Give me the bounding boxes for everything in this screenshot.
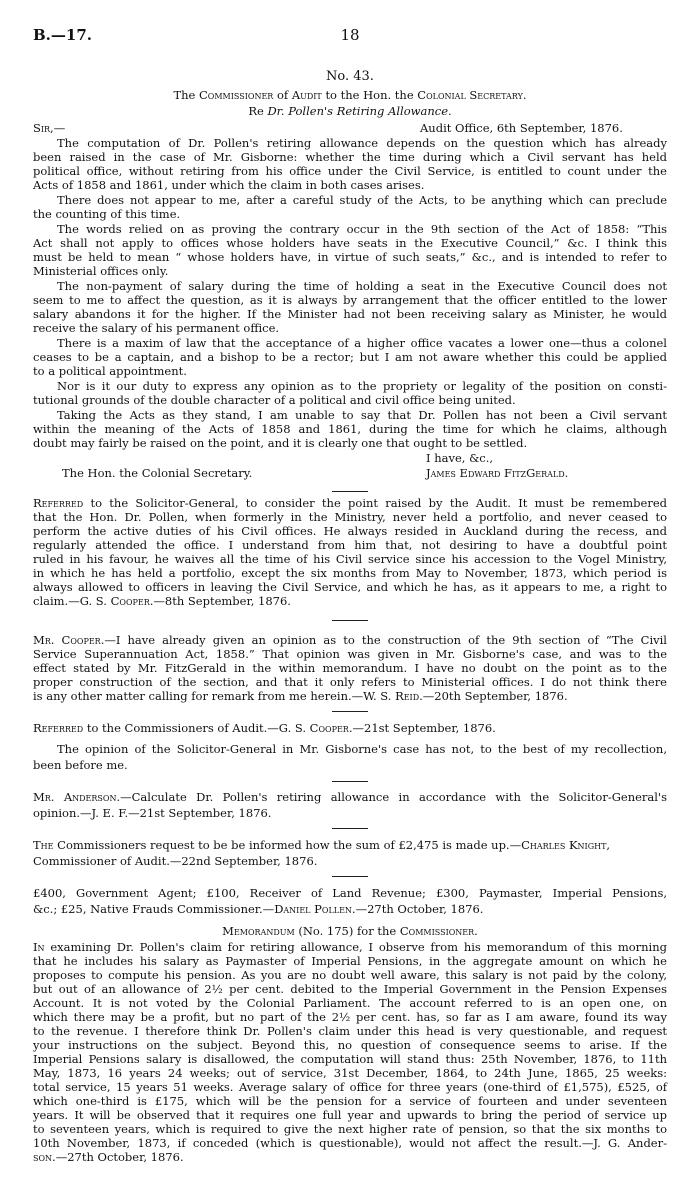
minute-line: perform the active duties of his Civil offices. He always resided in Auckland during the recess, and <box>33 524 667 538</box>
memorandum-line: your instructions on the subject. Beyond this, no question of consequence seems to arise. If the <box>33 1038 667 1052</box>
minute-line: opinion.—J. E. F.—21st September, 1876. <box>33 806 272 820</box>
letter-addressee: The Hon. the Colonial Secretary. <box>62 466 253 480</box>
letter-subject: Re Dr. Pollen's Retiring Allowance. <box>248 104 452 118</box>
letter-line: ceases to be a captain, and a bishop to be a rector; but I am not aware whether this could be applied <box>33 350 667 364</box>
minute-line: The Commissioners request to be be informed how the sum of £2,475 is made up.—Charles Knight, <box>33 838 611 852</box>
minute-line: £400, Government Agent; £100, Receiver of Land Revenue; £300, Paymaster, Imperial Pensions, <box>33 886 667 900</box>
letter-line: must be held to mean “ whose holders have, in virtue of such seats,” &c., and is intended to refer to <box>33 250 667 264</box>
letter-line: Nor is it our duty to express any opinion as to the propriety or legality of the position on consti- <box>57 379 667 393</box>
memorandum-line: 10th November, 1873, if conceded (which is questionable), would not affect the result.—J. G. Ander- <box>33 1136 667 1150</box>
section-divider <box>332 781 368 782</box>
section-divider <box>332 711 368 712</box>
minute-line: &c.; £25, Native Frauds Commissioner.—Daniel Pollen.—27th October, 1876. <box>33 902 484 916</box>
salutation: Sir,— <box>33 121 66 135</box>
letter-line: salary abandons it for the higher. If the Minister had not been receiving salary as Minister, he would <box>33 307 667 321</box>
letter-line: within the meaning of the Acts of 1858 and 1861, during the time for which he claims, although <box>33 422 667 436</box>
minute-line: Commissioner of Audit.—22nd September, 1876. <box>33 854 318 868</box>
letter-title: The Commissioner of Audit to the Hon. the Colonial Secretary. <box>173 88 527 102</box>
letter-line: been raised in the case of Mr. Gisborne: whether the time during which a Civil servant has held <box>33 150 667 164</box>
place-date: Audit Office, 6th September, 1876. <box>420 121 623 135</box>
minute-line: Referred to the Solicitor-General, to consider the point raised by the Audit. It must be remembered <box>33 496 667 510</box>
letter-line: doubt may fairly be raised on the point, and it is clearly one that ought to be settled. <box>33 436 528 450</box>
letter-line: Taking the Acts as they stand, I am unable to say that Dr. Pollen has not been a Civil servant <box>57 408 667 422</box>
memorandum-line: which one-third is £175, which will be the pension for a service of fourteen and under seventeen <box>33 1094 667 1108</box>
minute-line: regularly attended the office. I understand from him that, not desiring to have a doubtful point <box>33 538 667 552</box>
letter-line: seem to me to affect the question, as it is always by arrangement that the officer entitled to the lower <box>33 293 667 307</box>
letter-signature: James Edward FitzGerald. <box>426 466 569 480</box>
letter-number: No. 43. <box>326 69 374 84</box>
minute-line: is any other matter calling for remark from me herein.—W. S. Reid.—20th September, 1876. <box>33 689 568 703</box>
letter-line: the counting of this time. <box>33 207 181 221</box>
memorandum-line: In examining Dr. Pollen's claim for retiring allowance, I observe from his memorandum of this morning <box>33 940 667 954</box>
minute-line: claim.—G. S. Cooper.—8th September, 1876. <box>33 594 291 608</box>
letter-line: There is a maxim of law that the acceptance of a higher office vacates a lower one—thus a colonel <box>57 336 667 350</box>
memorandum-heading: Memorandum (No. 175) for the Commissioner. <box>222 924 478 938</box>
memorandum-line: to the revenue. I therefore think Dr. Pollen's claim under this head is very questionable, and request <box>33 1024 667 1038</box>
page-number: 18 <box>340 26 360 44</box>
section-divider <box>332 828 368 829</box>
memorandum-line: Imperial Pensions salary is disallowed, the computation will stand thus: 25th November, 1876, to 11th <box>33 1052 667 1066</box>
letter-line: political office, without retiring from his office under the Civil Service, is entitled to count under the <box>33 164 667 178</box>
minute-line: The opinion of the Solicitor-General in Mr. Gisborne's case has not, to the best of my recollection, <box>57 742 667 756</box>
minute-line: effect stated by Mr. FitzGerald in the within memorandum. I have no doubt on the point as to the <box>33 661 667 675</box>
minute-line: Service Superannuation Act, 1858.” That opinion was given in Mr. Gisborne's case, and was to the <box>33 647 667 661</box>
memorandum-line: Account. It is not voted by the Colonial Parliament. The account referred to is an open one, on <box>33 996 667 1010</box>
letter-line: Act shall not apply to offices whose holders have seats in the Executive Council,” &c. I think this <box>33 236 667 250</box>
letter-line: to a political appointment. <box>33 364 187 378</box>
section-divider <box>332 491 368 492</box>
memorandum-line: May, 1873, 16 years 24 weeks; out of service, 31st December, 1864, to 24th June, 1865, 25 weeks: <box>33 1066 667 1080</box>
memorandum-line: to seventeen years, which is required to give the next higher rate of pension, so that the six months to <box>33 1122 667 1136</box>
minute-line: Referred to the Commissioners of Audit.—G. S. Cooper.—21st September, 1876. <box>33 721 496 735</box>
memorandum-line: that he includes his salary as Paymaster of Imperial Pensions, in the aggregate amount on which he <box>33 954 667 968</box>
minute-line: proper construction of the section, and that it only refers to Ministerial offices. I do not think there <box>33 675 667 689</box>
minute-line: that the Hon. Dr. Pollen, when formerly in the Ministry, never held a portfolio, and never ceased to <box>33 510 667 524</box>
letter-line: receive the salary of his permanent office. <box>33 321 280 335</box>
memorandum-line: but out of an allowance of 2½ per cent. debited to the Imperial Government in the Pension Expenses <box>33 982 667 996</box>
letter-line: tutional grounds of the double character of a political and civil office being united. <box>33 393 516 407</box>
document-reference: B.—17. <box>33 26 92 44</box>
minute-line: always allowed to officers in leaving the Civil Service, and which he has, as it appears to me, a right to <box>33 580 667 594</box>
letter-line: There does not appear to me, after a careful study of the Acts, to be anything which can preclude <box>57 193 667 207</box>
section-divider <box>332 620 368 621</box>
minute-line: Mr. Cooper.—I have already given an opinion as to the construction of the 9th section of “The Civil <box>33 633 667 647</box>
minute-line: ruled in his favour, he waives all the time of his Civil service since his accession to the Vogel Ministry, <box>33 552 667 566</box>
memorandum-line: proposes to compute his pension. As you are no doubt well aware, this salary is not paid by the colony, <box>33 968 667 982</box>
section-divider <box>332 876 368 877</box>
letter-line: Ministerial offices only. <box>33 264 169 278</box>
memorandum-line: which there may be a profit, but no part of the 2½ per cent. has, so far as I am aware, found its way <box>33 1010 667 1024</box>
memorandum-line: total service, 15 years 51 weeks. Average salary of office for three years (one-third of £1,575), £525, of <box>33 1080 667 1094</box>
minute-line: been before me. <box>33 758 128 772</box>
minute-line: Mr. Anderson.—Calculate Dr. Pollen's retiring allowance in accordance with the Solicitor-General's <box>33 790 668 804</box>
minute-line: in which he has held a portfolio, except the six months from May to November, 1873, which period is <box>33 566 667 580</box>
memorandum-line: son.—27th October, 1876. <box>33 1150 184 1164</box>
letter-line: The computation of Dr. Pollen's retiring allowance depends on the question which has already <box>57 136 667 150</box>
letter-closing: I have, &c., <box>426 451 494 465</box>
letter-line: The non-payment of salary during the time of holding a seat in the Executive Council does not <box>57 279 667 293</box>
letter-line: The words relied on as proving the contrary occur in the 9th section of the Act of 1858: “This <box>57 222 667 236</box>
letter-line: Acts of 1858 and 1861, under which the claim in both cases arises. <box>33 178 425 192</box>
memorandum-line: years. It will be observed that it requires one full year and upwards to bring the period of service up <box>33 1108 667 1122</box>
